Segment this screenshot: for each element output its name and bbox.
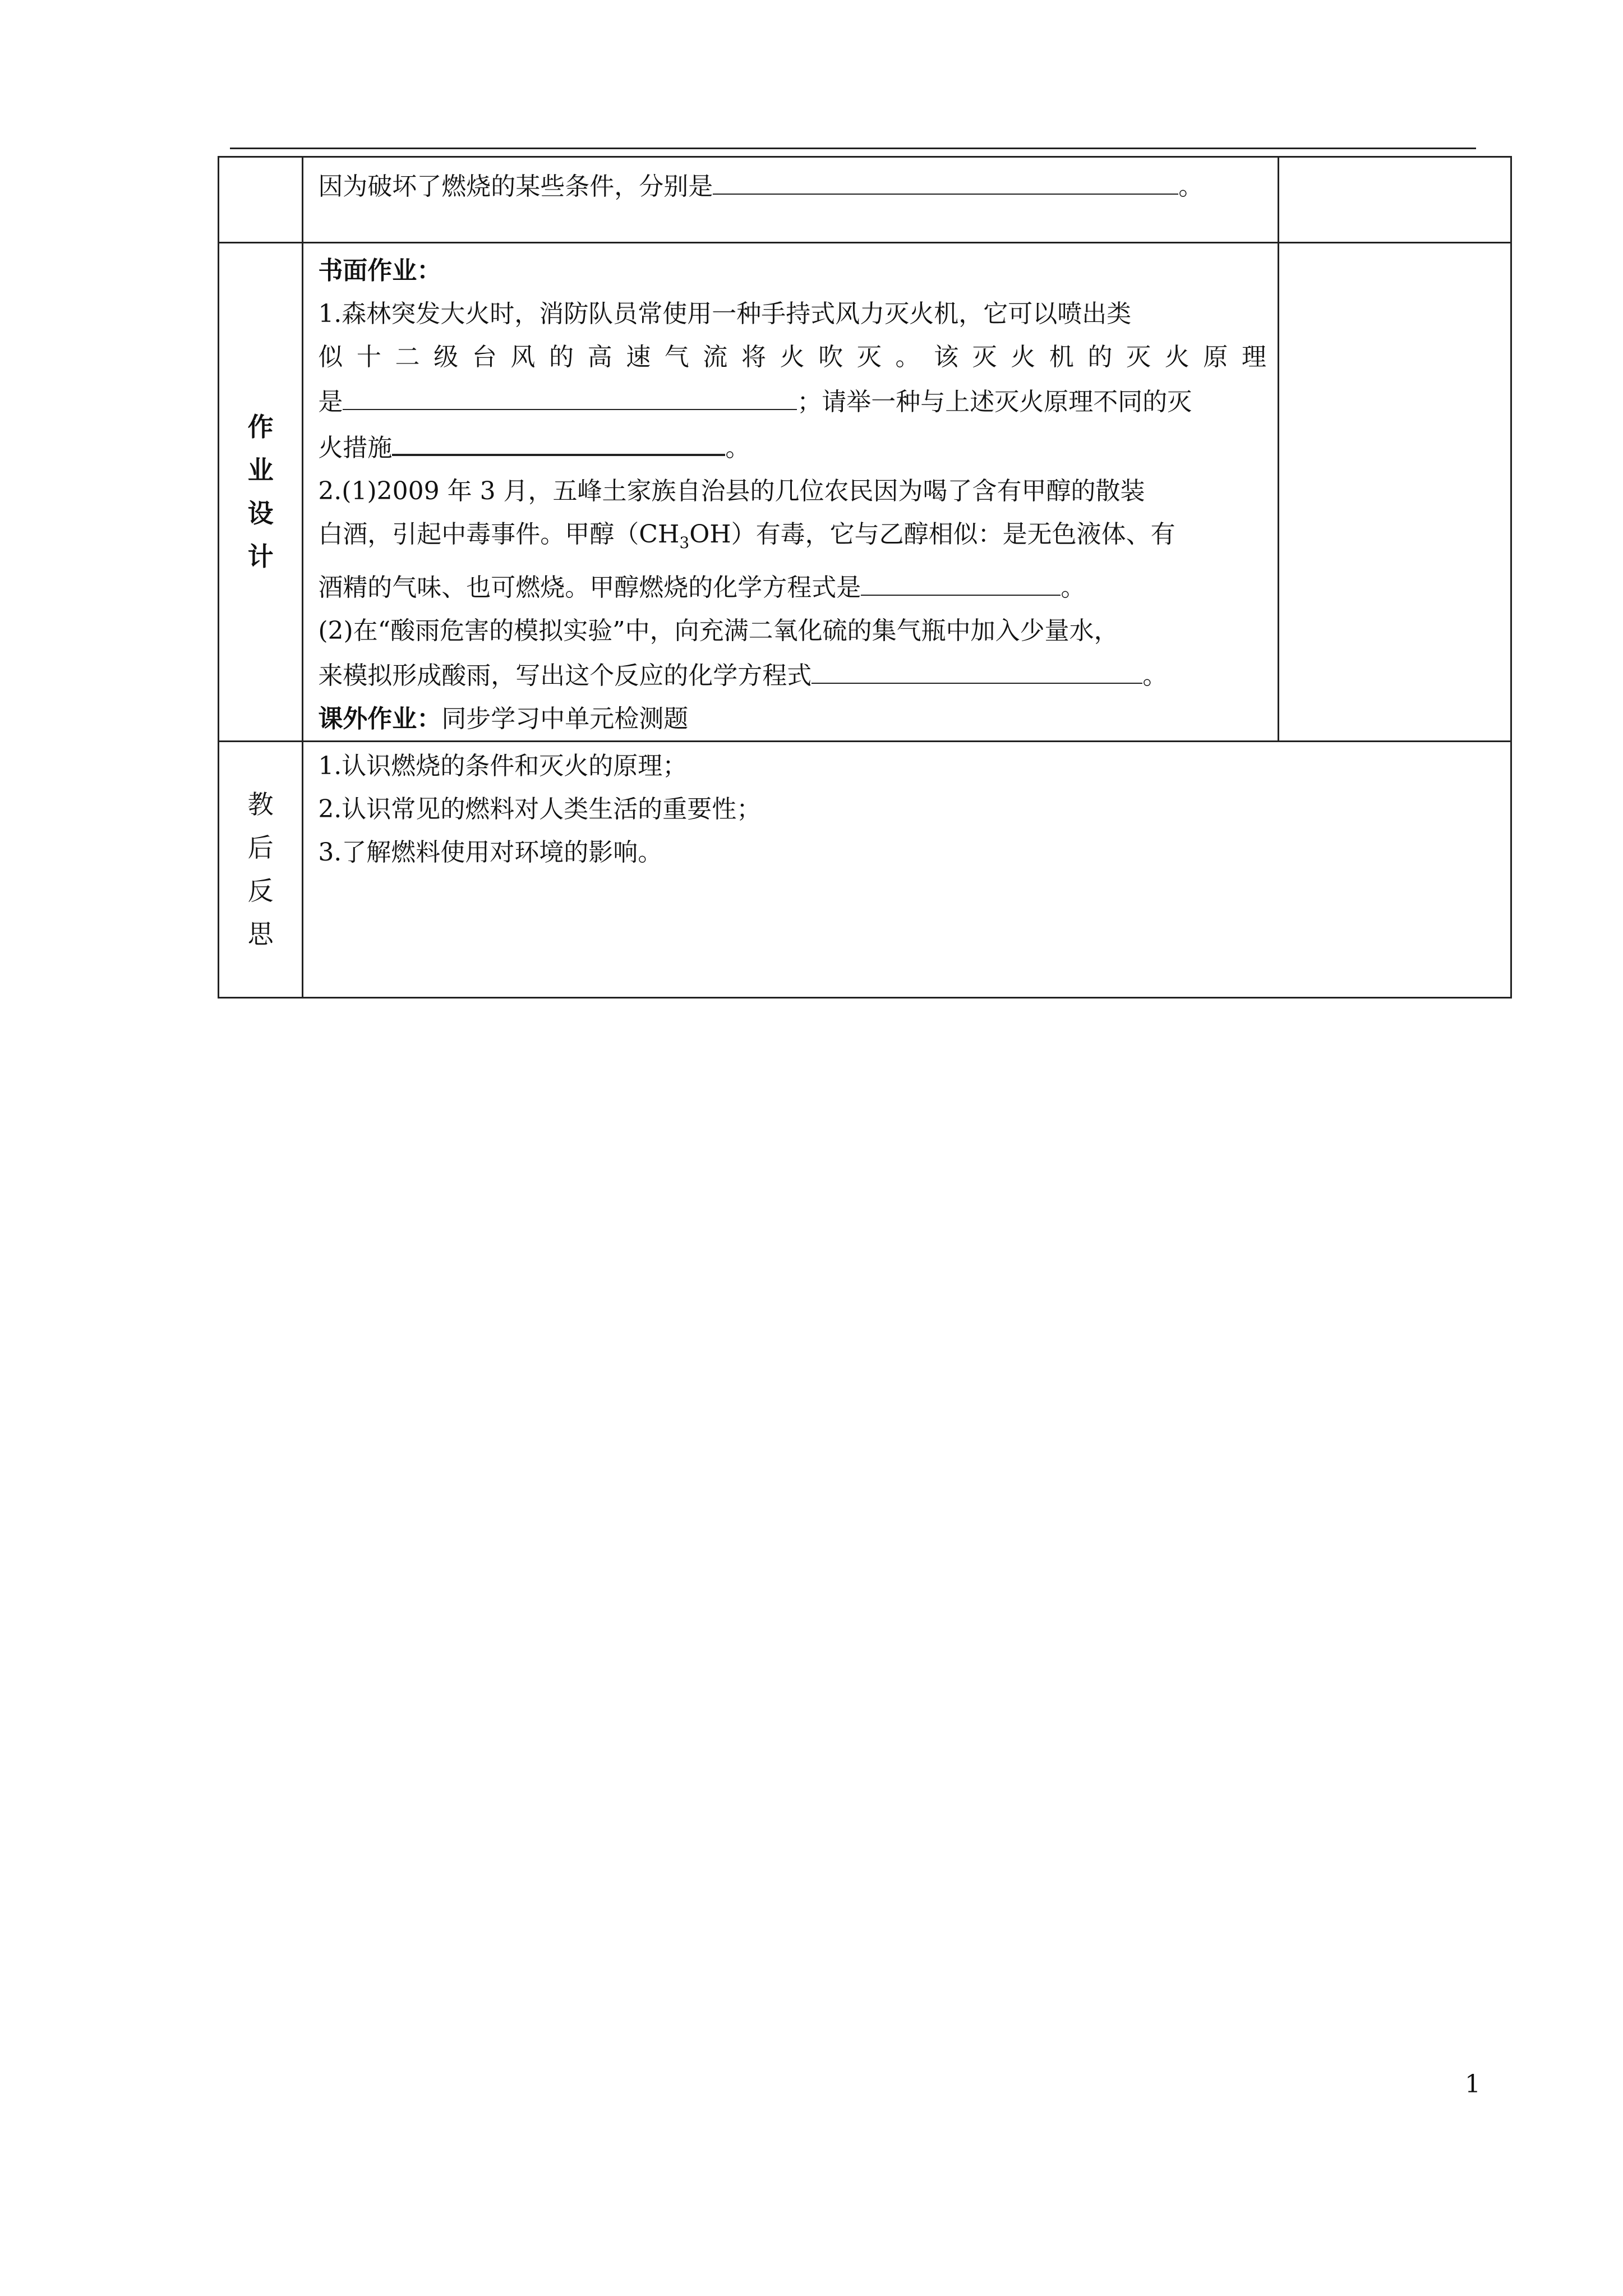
table-row-homework — [219, 243, 1511, 742]
question-1-line-2-char: 灭 — [1126, 343, 1151, 371]
table-row-reflection — [219, 741, 1511, 997]
acid-rain-equation-blank[interactable] — [811, 652, 1142, 684]
reflection-label-char: 教 — [247, 789, 274, 820]
homework-label-cell — [219, 243, 303, 742]
table-row-fire-conditions — [219, 157, 1511, 243]
reflection-label-char: 反 — [247, 875, 274, 906]
question-1-line-2-char: 似 — [318, 343, 343, 371]
extra-homework-text: 同步学习中单元检测题 — [441, 704, 689, 733]
question-1-line-2-char: 十 — [356, 343, 381, 371]
question-1-line-2-char: 高 — [587, 343, 612, 371]
question-1-line-2-char: 火 — [1164, 343, 1189, 371]
written-homework-title: 书面作业： — [318, 256, 442, 285]
question-1-line-2-char: 二 — [395, 343, 420, 371]
homework-label-char: 业 — [247, 454, 274, 485]
question-1-line-2-char: 气 — [664, 343, 689, 371]
question-1-line-4-start: 火措施 — [318, 434, 393, 462]
question-1-line-2-char: 风 — [510, 343, 536, 371]
question-1-line-2-char: 速 — [626, 343, 651, 371]
row-label-cell-empty — [219, 157, 303, 243]
question-1-line-2 — [318, 335, 1266, 379]
lesson-plan-table — [218, 156, 1512, 999]
question-1-line-2-char: 该 — [934, 343, 959, 371]
question-2-line-1: 2.(1)2009 年 3 月，五峰土家族自治县的几位农民因为喝了含有甲醇的散装 — [318, 477, 1145, 505]
fire-measure-blank[interactable] — [392, 424, 725, 456]
reflection-item: 3.了解燃料使用对环境的影响。 — [318, 838, 663, 867]
question-1-line-3-end: ；请举一种与上述灭火原理不同的灭 — [797, 388, 1192, 416]
header-rule — [230, 148, 1476, 149]
question-1-line-2-char: 的 — [548, 343, 574, 371]
reflection-item: 1.认识燃烧的条件和灭火的原理； — [318, 751, 688, 780]
question-3-line-2-end: 。 — [1142, 661, 1168, 690]
fire-principle-blank[interactable] — [343, 379, 797, 410]
question-1-line-2-char: 火 — [780, 343, 805, 371]
question-1-line-3-start: 是 — [318, 388, 343, 416]
question-1-line-2-char: 原 — [1203, 343, 1228, 371]
reflection-label-cell — [219, 741, 303, 997]
question-1-line-2-char: 将 — [741, 343, 767, 371]
question-1-line-2-char: 火 — [1011, 343, 1036, 371]
homework-content-cell — [303, 243, 1279, 742]
question-1-line-2-char: 的 — [1087, 343, 1113, 371]
fire-conditions-end: 。 — [1178, 172, 1204, 201]
question-3-line-1: (2)在“酸雨危害的模拟实验”中，向充满二氧化硫的集气瓶中加入少量水， — [318, 616, 1119, 645]
fire-conditions-text: 因为破坏了燃烧的某些条件，分别是 — [318, 172, 713, 201]
fire-conditions-blank[interactable] — [713, 163, 1178, 195]
reflection-label-char: 思 — [247, 918, 274, 949]
homework-note-cell — [1279, 243, 1511, 742]
note-cell-empty — [1279, 157, 1511, 243]
extra-homework-title: 课外作业： — [318, 704, 442, 733]
question-2-line-2-a: 白酒，引起中毒事件。甲醇（CH — [318, 520, 680, 549]
question-1-line-2-char: 灭 — [972, 343, 997, 371]
reflection-item: 2.认识常见的燃料对人类生活的重要性； — [318, 794, 762, 823]
fire-conditions-cell — [303, 157, 1279, 243]
question-1-line-4-end: 。 — [725, 434, 750, 462]
homework-label-char: 设 — [247, 498, 274, 528]
reflection-label — [248, 783, 274, 956]
reflection-content-cell — [303, 741, 1511, 997]
homework-label-char: 作 — [247, 411, 274, 442]
question-1-line-2-char: 机 — [1049, 343, 1074, 371]
methanol-equation-blank[interactable] — [861, 564, 1061, 596]
question-3-line-2: 来模拟形成酸雨，写出这个反应的化学方程式 — [318, 661, 812, 690]
question-2-line-2-b: OH）有毒，它与乙醇相似：是无色液体、有 — [689, 520, 1175, 549]
subscript-3: 3 — [679, 533, 690, 552]
homework-label — [248, 406, 274, 578]
question-1-line-2-char: 吹 — [818, 343, 843, 371]
question-1-line-2-char: 流 — [703, 343, 728, 371]
question-1-line-2-char: 台 — [472, 343, 497, 371]
reflection-label-char: 后 — [247, 832, 274, 863]
question-2-line-3: 酒精的气味、也可燃烧。甲醇燃烧的化学方程式是 — [318, 573, 861, 602]
question-1-line-1: 1.森林突发大火时，消防队员常使用一种手持式风力灭火机，它可以喷出类 — [318, 300, 1132, 328]
question-1-line-2-char: 级 — [434, 343, 459, 371]
homework-label-char: 计 — [247, 541, 274, 572]
page-number: 1 — [1465, 2070, 1481, 2099]
question-1-line-2-char: 理 — [1241, 343, 1266, 371]
question-1-line-2-char: 灭 — [856, 343, 882, 371]
question-1-line-2-char: 。 — [895, 343, 920, 371]
question-2-line-3-end: 。 — [1061, 573, 1086, 602]
